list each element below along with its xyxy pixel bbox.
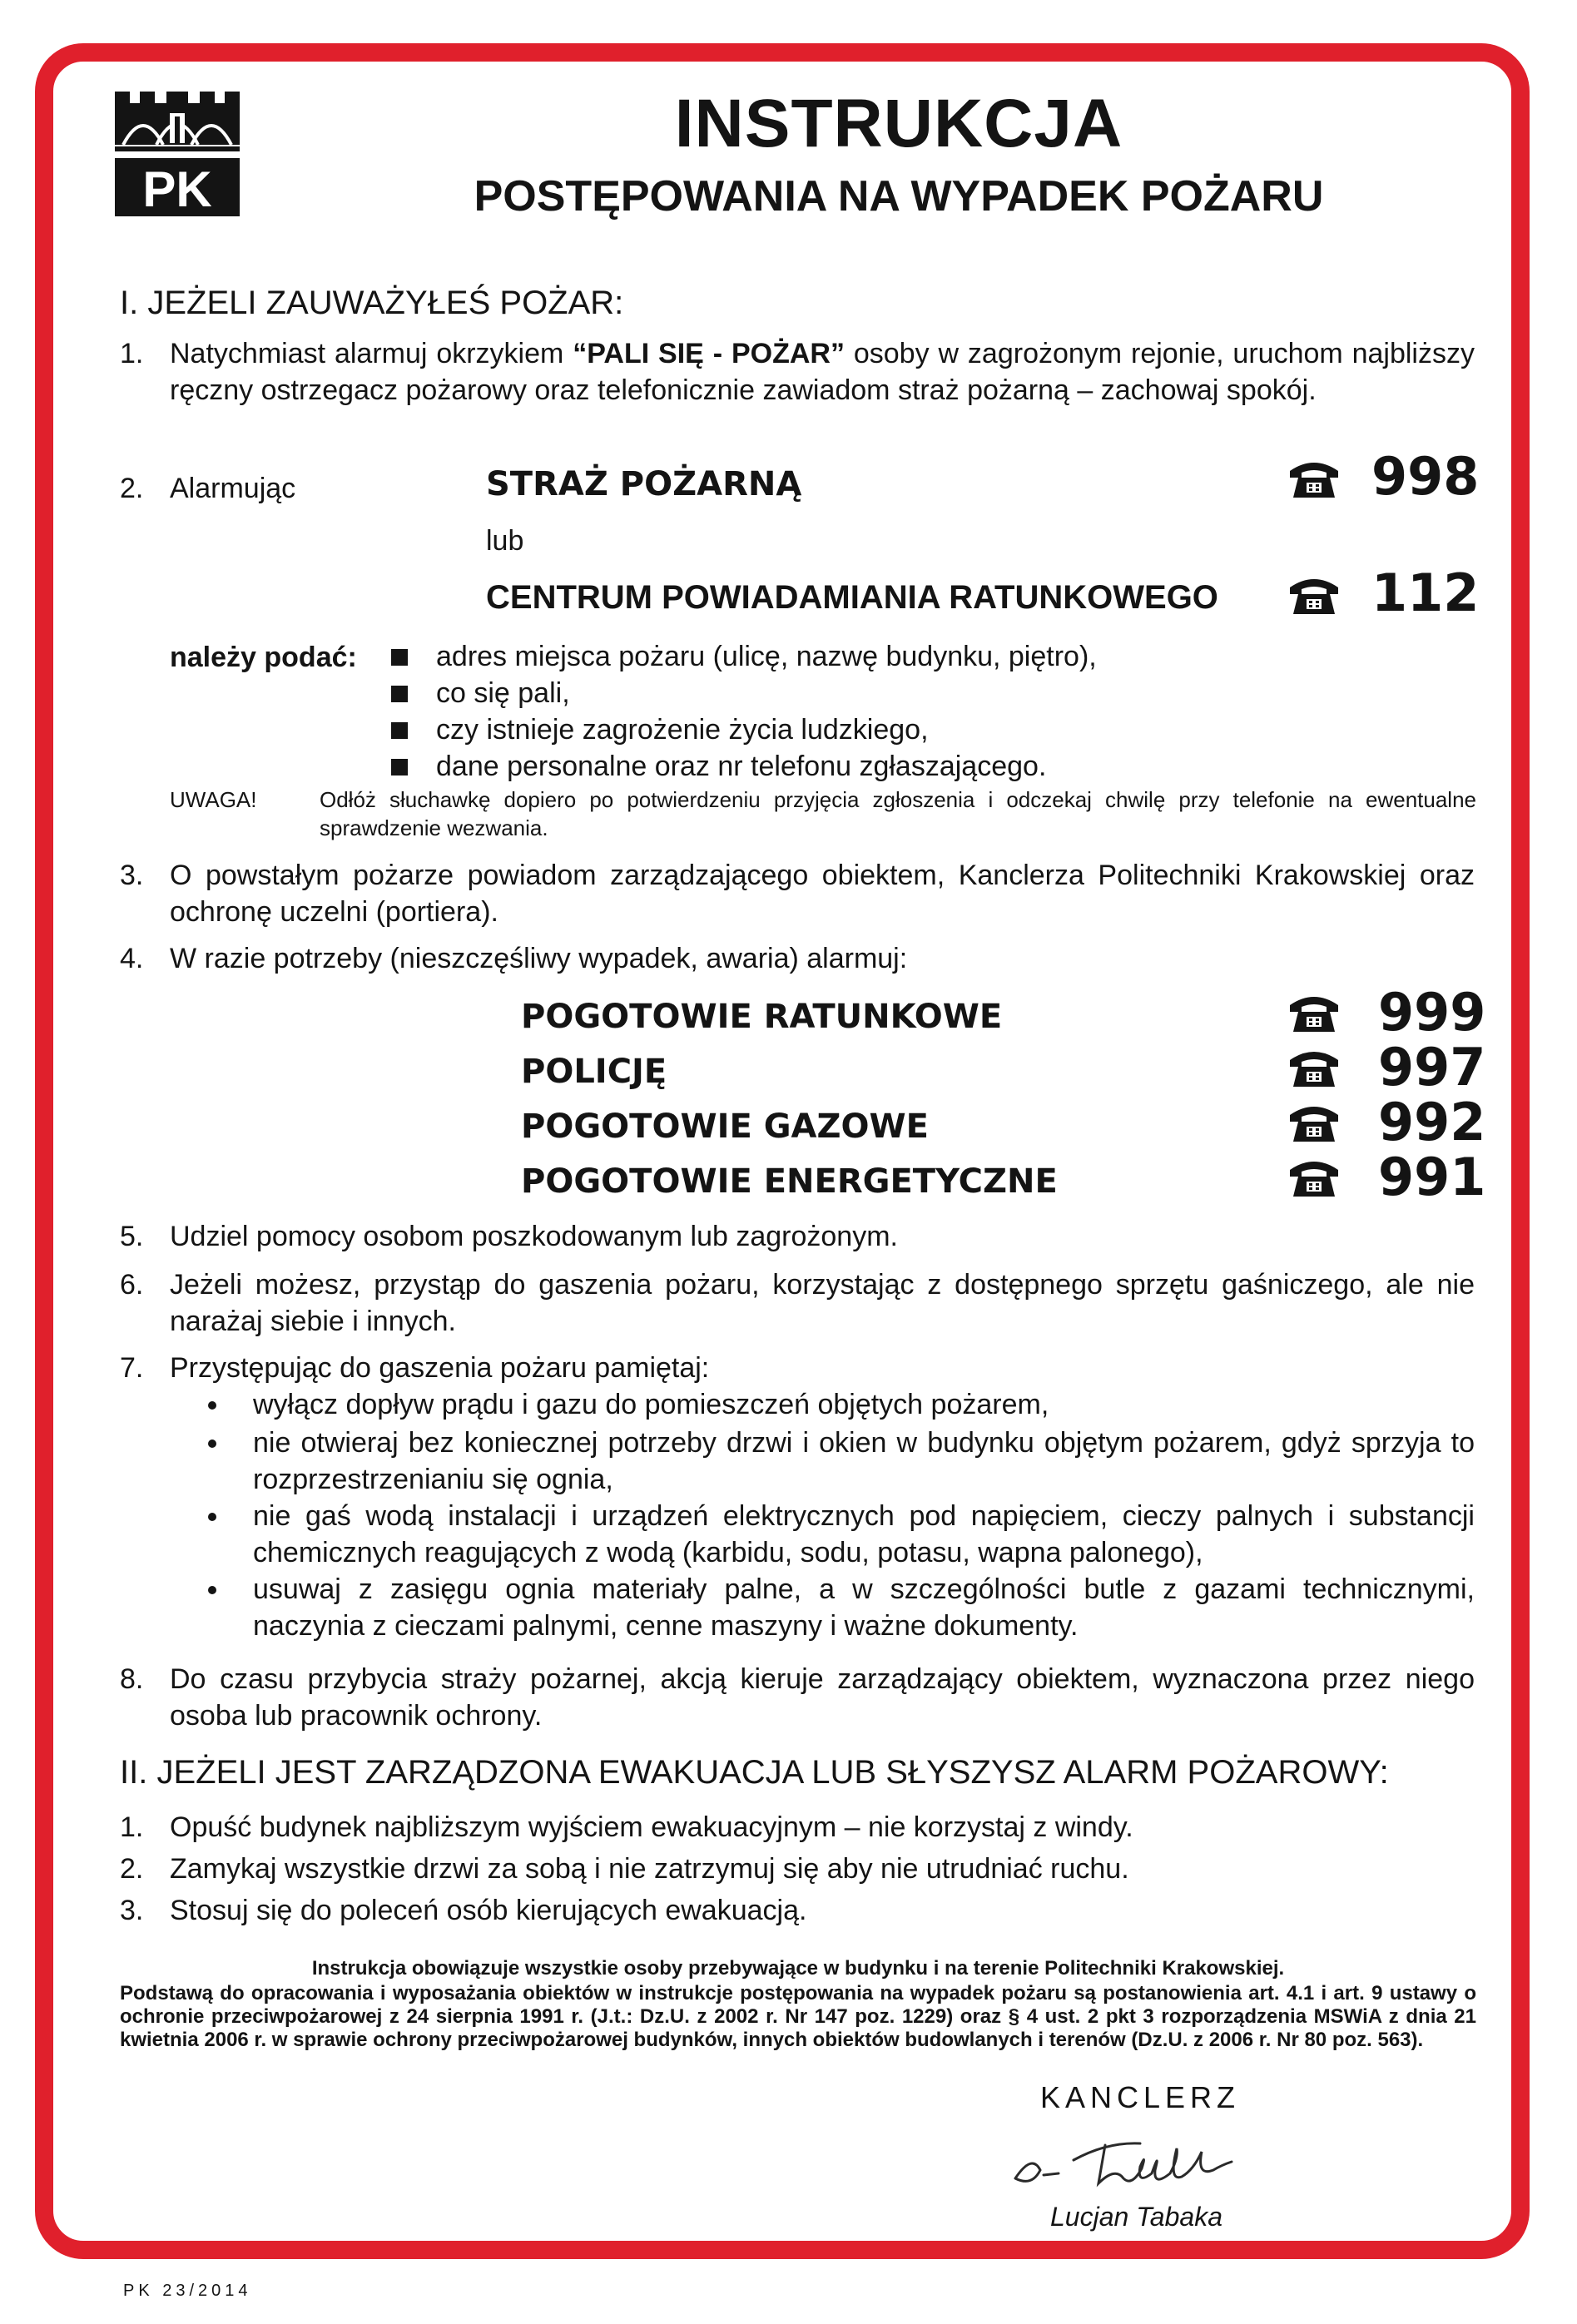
give-label: należy podać: [170,642,357,673]
info-bullet: co się pali, [436,677,570,709]
service-fire-brigade: STRAŻ POŻARNĄ [486,465,802,503]
service-police: POLICJĘ [521,1053,667,1091]
bullet-dot-icon [208,1513,216,1521]
phone-number-997: 997 [1378,1037,1486,1098]
signature-name: Lucjan Tabaka [1050,2202,1222,2232]
square-bullet-icon [391,722,408,739]
service-ambulance: POGOTOWIE RATUNKOWE [521,998,1003,1036]
bullet-dot-icon [208,1586,216,1594]
info-bullet: czy istnieje zagrożenie życia ludzkiego, [436,714,929,746]
evac-item-text: Stosuj się do poleceń osób kierujących ewakuacją. [170,1895,807,1926]
item-4-text: W razie potrzeby (nieszczęśliwy wypadek, awaria) alarmuj: [170,943,908,974]
item-8-text: Do czasu przybycia straży pożarnej, akcją kieruje zarządzający obiektem, wyznaczona przez niego osoba lub pracownik ochrony. [170,1663,1475,1732]
pk-logo-icon [112,88,243,221]
bullet-dot-icon [208,1439,216,1448]
evac-item-text: Opuść budynek najbliższym wyjściem ewakuacyjnym – nie korzystaj z windy. [170,1811,1133,1843]
document-code: PK 23/2014 [123,2282,252,2300]
info-bullet: dane personalne oraz nr telefonu zgłaszającego. [436,751,1047,782]
service-emergency-center: CENTRUM POWIADAMIANIA RATUNKOWEGO [486,579,1218,616]
phone-number-992: 992 [1378,1092,1486,1152]
or-text: lub [486,525,524,557]
item-number: 5. [120,1221,144,1252]
service-gas: POGOTOWIE GAZOWE [521,1107,929,1146]
phone-icon [1288,1158,1340,1198]
note-label: UWAGA! [170,787,257,812]
phone-number-998: 998 [1371,446,1480,507]
item-number: 8. [120,1663,144,1695]
section-2-heading: II. JEŻELI JEST ZARZĄDZONA EWAKUACJA LUB SŁYSZYSZ ALARM POŻAROWY: [120,1754,1389,1791]
item-7-text: Przystępując do gaszenia pożaru pamiętaj: [170,1352,710,1384]
signature-role: KANCLERZ [1040,2080,1241,2114]
square-bullet-icon [391,649,408,666]
phone-number-999: 999 [1378,982,1486,1043]
logo-text: PK [142,161,212,217]
phone-icon [1288,1048,1340,1088]
item-number: 1. [120,1811,144,1843]
bullet-dot-icon [208,1401,216,1410]
item-5-text: Udziel pomocy osobom poszkodowanym lub zagrożonym. [170,1221,898,1252]
square-bullet-icon [391,759,408,775]
remember-bullet: nie gaś wodą instalacji i urządzeń elektrycznych pod napięciem, cieczy palnych i substancji chemicznych reagujących z wodą (karbidu, sodu, potasu, wapna palonego), [253,1500,1475,1568]
square-bullet-icon [391,686,408,702]
phone-number-991: 991 [1378,1147,1486,1207]
remember-bullet: nie otwieraj bez koniecznej potrzeby drzwi i okien w budynku objętym pożarem, gdyż sprzyja to rozprzestrzenianiu się ognia, [253,1427,1475,1495]
service-energy: POGOTOWIE ENERGETYCZNE [521,1162,1058,1201]
phone-icon [1288,459,1340,499]
item-3-text: O powstałym pożarze powiadom zarządzającego obiektem, Kanclerza Politechniki Krakowskiej oraz ochronę uczelni (portiera). [170,860,1475,928]
footer-scope-text: Instrukcja obowiązuje wszystkie osoby przebywające w budynku i na terenie Politechniki Krakowskiej. [311,1957,1285,1980]
remember-bullet: wyłącz dopływ prądu i gazu do pomieszczeń objętych pożarem, [253,1389,1049,1420]
alarm-label: Alarmując [170,473,296,504]
handwritten-signature [1007,2127,1282,2197]
page-subtitle: POSTĘPOWANIA NA WYPADEK POŻARU [474,172,1324,221]
note-text: Odłóż słuchawkę dopiero po potwierdzeniu przyjęcia zgłoszenia i odczekaj chwilę przy telefonie na ewentualne sprawdzenie wezwania. [320,787,1476,840]
item-number: 2. [120,473,144,504]
item-number: 1. [120,338,144,369]
footer-legal-text: Podstawą do opracowania i wyposażania obiektów w instrukcje postępowania na wypadek pożaru są postanowienia art. 4.1 i art. 9 ustawy o ochronie przeciwpożarowej z 24 sierpnia 1991 r. (J.t.: Dz.U. z 2002 r. Nr 147 poz. 1229) oraz § 4 ust. 2 pkt 3 rozporządzenia MSWiA z dnia 21 kwietnia 2006 r. w sprawie ochrony przeciwpożarowej budynków, innych obiektów budowlanych i terenów (Dz.U. z 2006 r. Nr 80 poz. 563). [120,1982,1476,2051]
info-bullet: adres miejsca pożaru (ulicę, nazwę budynku, piętro), [436,641,1097,672]
phone-icon [1288,576,1340,616]
phone-icon [1288,994,1340,1033]
item-number: 2. [120,1853,144,1885]
item-number: 6. [120,1269,144,1301]
item-number: 3. [120,1895,144,1926]
phone-icon [1288,1103,1340,1143]
item-number: 3. [120,860,144,891]
item-1-text: Natychmiast alarmuj okrzykiem “PALI SIĘ - POŻAR” osoby w zagrożonym rejonie, uruchom najbliższy ręczny ostrzegacz pożarowy oraz telefonicznie zawiadom straż pożarną – zachowaj spokój. [170,338,1475,406]
item-number: 4. [120,943,144,974]
phone-number-112: 112 [1371,562,1480,623]
section-1-heading: I. JEŻELI ZAUWAŻYŁEŚ POŻAR: [120,285,624,321]
remember-bullet: usuwaj z zasięgu ognia materiały palne, a w szczególności butle z gazami technicznymi, naczynia z cieczami palnymi, cenne maszyny i ważne dokumenty. [253,1573,1475,1642]
item-number: 7. [120,1352,144,1384]
evac-item-text: Zamykaj wszystkie drzwi za sobą i nie zatrzymuj się aby nie utrudniać ruchu. [170,1853,1129,1885]
alarm-shout-text: “PALI SIĘ - POŻAR” [573,338,845,369]
page-title: INSTRUKCJA [674,86,1123,161]
item-6-text: Jeżeli możesz, przystąp do gaszenia pożaru, korzystając z dostępnego sprzętu gaśniczego, ale nie narażaj siebie i innych. [170,1269,1475,1337]
